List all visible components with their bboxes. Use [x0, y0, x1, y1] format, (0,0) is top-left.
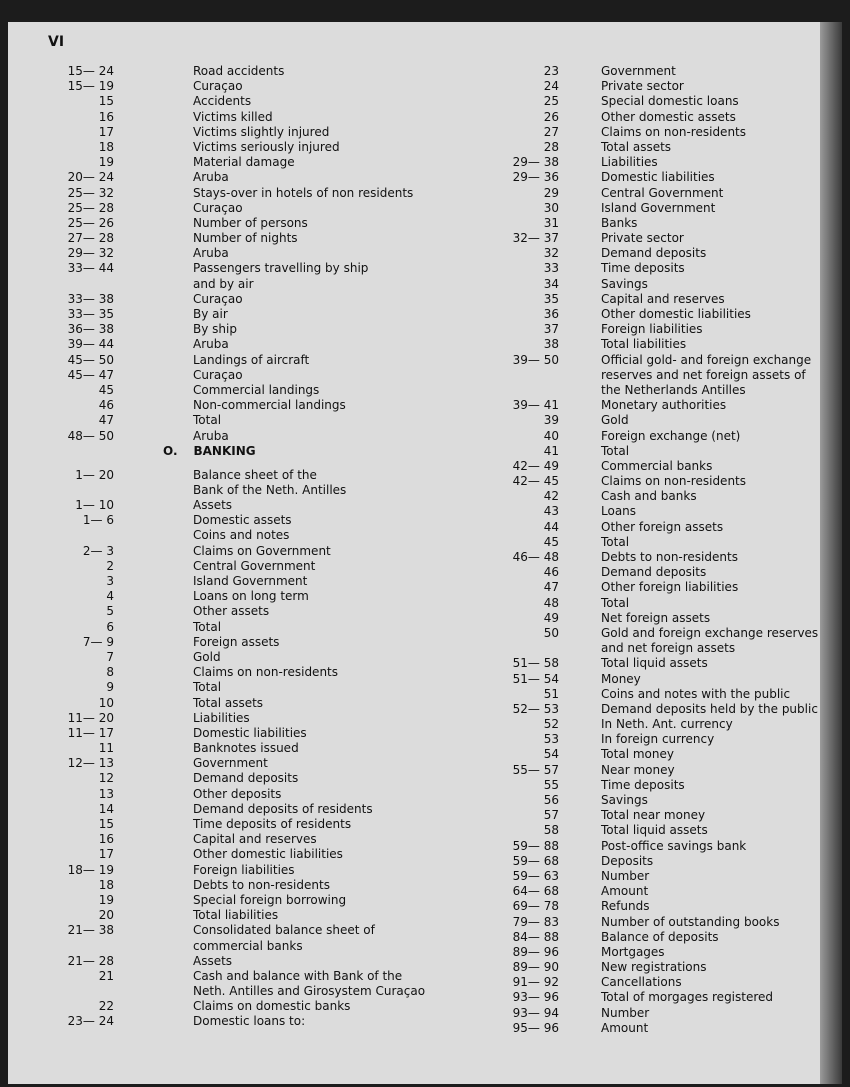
entry-label: Aruba	[193, 428, 229, 443]
entry-label: Demand deposits	[193, 771, 299, 786]
entry-label: Cash and banks	[601, 489, 697, 504]
table-number-range: 42	[543, 489, 559, 504]
entry-label: In foreign currency	[601, 732, 715, 747]
table-number-range: 51— 54	[512, 671, 559, 686]
table-number-range: 11— 17	[67, 725, 114, 740]
entry-label: Aruba	[193, 170, 229, 185]
table-number-range: 89— 90	[512, 960, 559, 975]
table-number-range: 4	[106, 589, 114, 604]
entry-label: Private sector	[601, 231, 684, 246]
entry-label: the Netherlands Antilles	[601, 382, 746, 397]
table-number-range: 11— 20	[67, 710, 114, 725]
table-number-range: 50	[543, 625, 559, 640]
table-number-range: 69— 78	[512, 899, 559, 914]
entry-label: Banks	[601, 215, 638, 230]
entry-label: Total liquid assets	[601, 656, 708, 671]
entry-label: Total liabilities	[601, 337, 687, 352]
entry-label: Other domestic assets	[601, 109, 736, 124]
table-number-range: 64— 68	[512, 884, 559, 899]
entry-label: Material damage	[193, 155, 295, 170]
table-number-range: 11	[98, 741, 114, 756]
table-number-range: 17	[98, 124, 114, 139]
entry-label: Claims on non-residents	[601, 474, 747, 489]
table-number-range: 91— 92	[512, 975, 559, 990]
table-number-range: 47	[98, 413, 114, 428]
entry-label: Total assets	[601, 139, 672, 154]
entry-label: Consolidated balance sheet of	[193, 923, 375, 938]
entry-label: Total	[601, 534, 630, 549]
entry-label: Government	[193, 756, 268, 771]
entry-label: Refunds	[601, 899, 650, 914]
table-number-range: 16	[98, 109, 114, 124]
table-number-range: 46	[98, 398, 114, 413]
entry-label: Private sector	[601, 79, 684, 94]
table-number-range: 56	[543, 793, 559, 807]
entry-label: New registrations	[601, 960, 707, 975]
entry-label: Money	[601, 671, 641, 686]
table-number-range: 28	[543, 139, 559, 154]
entry-label: Island Government	[601, 200, 716, 215]
table-number-range: 54	[543, 747, 559, 762]
entry-label: and by air	[193, 276, 254, 291]
table-number-range: 15	[98, 94, 114, 109]
entry-label: Victims slightly injured	[193, 124, 330, 139]
table-number-range: 22	[98, 999, 114, 1014]
entry-label: Aruba	[193, 337, 229, 352]
entry-label: Passengers travelling by ship	[193, 261, 369, 276]
entry-label: Assets	[193, 953, 233, 968]
entry-label: Aruba	[193, 246, 229, 261]
table-number-range: 42— 49	[512, 458, 559, 473]
entry-label: Demand deposits of residents	[193, 801, 373, 816]
entry-label: Stays-over in hotels of non residents	[193, 185, 414, 200]
table-number-range: 21— 38	[67, 923, 114, 938]
entry-label: Loans on long term	[193, 589, 309, 604]
table-number-range: 47	[543, 580, 559, 595]
section-heading	[163, 444, 256, 459]
table-number-range: 27	[543, 124, 559, 139]
table-number-range: 59— 68	[512, 853, 559, 868]
table-number-range: 45— 50	[67, 352, 114, 367]
table-number-range: 29	[543, 185, 559, 200]
entry-label: Non-commercial landings	[193, 398, 346, 413]
entry-label: Number of nights	[193, 231, 298, 246]
entry-label: Savings	[601, 793, 648, 807]
table-number-range: 53	[543, 732, 559, 747]
entry-label: Number	[601, 1005, 650, 1020]
entry-label: Claims on domestic banks	[193, 999, 351, 1014]
entry-label: Number	[601, 868, 650, 883]
table-number-range: 2	[106, 558, 114, 573]
book-page	[8, 22, 820, 1084]
entry-label: Curaçao	[193, 291, 243, 306]
table-number-range: 46	[543, 565, 559, 580]
table-number-range: 18	[98, 877, 114, 892]
table-number-range: 46— 48	[512, 550, 559, 564]
page-edge	[820, 22, 842, 1084]
entry-label: and net foreign assets	[601, 641, 736, 656]
entry-label: Assets	[193, 498, 233, 513]
entry-label: Total liquid assets	[601, 823, 708, 838]
entry-label: Total assets	[193, 695, 264, 710]
entry-label: Time deposits	[601, 777, 685, 792]
entry-label: Balance of deposits	[601, 929, 719, 944]
entry-label: Mortgages	[601, 944, 665, 959]
entry-label: Number of outstanding books	[601, 914, 780, 929]
table-number-range: 33— 35	[67, 307, 114, 321]
table-number-range: 34	[543, 276, 559, 291]
table-number-range: 45	[543, 534, 559, 549]
entry-label: Special domestic loans	[601, 94, 739, 109]
entry-label: Amount	[601, 1020, 649, 1035]
table-number-range: 5	[106, 604, 114, 619]
entry-label: Total	[601, 595, 630, 610]
entry-label: Total of morgages registered	[601, 990, 774, 1005]
entry-label: Foreign liabilities	[193, 862, 295, 877]
entry-label: Victims seriously injured	[193, 139, 340, 154]
entry-label: Island Government	[193, 574, 308, 588]
entry-label: commercial banks	[193, 938, 303, 953]
entry-label: Other domestic liabilities	[193, 847, 343, 862]
table-number-range: 20	[98, 908, 114, 923]
table-number-range: 59— 63	[512, 868, 559, 883]
table-number-range: 24	[543, 79, 559, 94]
table-number-range: 25— 28	[67, 200, 114, 215]
table-number-range: 36	[543, 307, 559, 321]
table-number-range: 20— 24	[67, 170, 114, 185]
table-number-range: 89— 96	[512, 944, 559, 959]
entry-label: Total	[193, 619, 222, 634]
table-number-range: 52— 53	[512, 701, 559, 716]
table-number-range: 18— 19	[67, 862, 114, 877]
table-number-range: 32— 37	[512, 231, 559, 246]
entry-label: Accidents	[193, 94, 252, 109]
table-number-range: 8	[106, 665, 114, 680]
table-number-range: 55— 57	[512, 762, 559, 777]
entry-label: Monetary authorities	[601, 398, 727, 413]
table-number-range: 12	[98, 771, 114, 786]
entry-label: Special foreign borrowing	[193, 892, 347, 907]
table-number-range: 9	[106, 680, 114, 695]
entry-label: Near money	[601, 762, 675, 777]
table-number-range: 23— 24	[67, 1014, 114, 1029]
entry-label: Bank of the Neth. Antilles	[193, 482, 347, 497]
entry-label: Demand deposits	[601, 565, 707, 580]
entry-label: Banknotes issued	[193, 741, 299, 756]
table-number-range: 19	[98, 155, 114, 170]
entry-label: Road accidents	[193, 64, 285, 78]
table-number-range: 44	[543, 519, 559, 534]
table-number-range: 51	[543, 686, 559, 701]
entry-label: reserves and net foreign assets of	[601, 367, 806, 382]
table-number-range: 51— 58	[512, 656, 559, 671]
table-number-range: 31	[543, 215, 559, 230]
table-number-range: 33	[543, 261, 559, 276]
table-number-range: 39	[543, 413, 559, 428]
table-number-range: 40	[543, 428, 559, 443]
table-number-range: 1— 20	[75, 467, 114, 482]
section-letter: O.	[163, 443, 178, 458]
table-number-range: 15— 24	[67, 64, 114, 78]
table-number-range: 7— 9	[82, 634, 114, 649]
entry-label: Total liabilities	[193, 908, 279, 923]
entry-label: Loans	[601, 504, 637, 519]
entry-label: Neth. Antilles and Girosystem Curaçao	[193, 984, 426, 999]
entry-label: Number of persons	[193, 215, 308, 230]
entry-label: Claims on non-residents	[193, 665, 339, 680]
table-number-range: 29— 36	[512, 170, 559, 185]
entry-label: Central Government	[601, 185, 724, 200]
entry-label: Domestic assets	[193, 513, 292, 528]
table-number-range: 14	[98, 801, 114, 816]
table-number-range: 55	[543, 777, 559, 792]
table-number-range: 95— 96	[512, 1020, 559, 1035]
entry-label: Total	[193, 680, 222, 695]
entry-label: Claims on non-residents	[601, 124, 747, 139]
entry-label: Total near money	[601, 808, 706, 823]
entry-label: Foreign exchange (net)	[601, 428, 741, 443]
entry-label: Other assets	[193, 604, 270, 619]
table-number-range: 57	[543, 808, 559, 823]
entry-label: Victims killed	[193, 109, 273, 124]
entry-label: Other deposits	[193, 786, 282, 801]
table-number-range: 19	[98, 892, 114, 907]
entry-label: Savings	[601, 276, 648, 291]
table-number-range: 43	[543, 504, 559, 519]
table-number-range: 25	[543, 94, 559, 109]
entry-label: Gold and foreign exchange reserves	[601, 625, 819, 640]
entry-label: Other foreign liabilities	[601, 580, 739, 595]
table-number-range: 25— 32	[67, 185, 114, 200]
entry-label: Demand deposits held by the public	[601, 701, 818, 716]
entry-label: By air	[193, 307, 228, 321]
table-number-range: 13	[98, 786, 114, 801]
table-number-range: 84— 88	[512, 929, 559, 944]
entry-label: Time deposits of residents	[193, 817, 352, 831]
table-number-range: 10	[98, 695, 114, 710]
table-number-range: 17	[98, 847, 114, 862]
table-number-range: 35	[543, 291, 559, 306]
table-number-range: 7	[106, 649, 114, 664]
table-number-range: 1— 10	[75, 498, 114, 513]
entry-label: Demand deposits	[601, 246, 707, 261]
table-number-range: 93— 96	[512, 990, 559, 1005]
table-number-range: 33— 44	[67, 261, 114, 276]
entry-label: Deposits	[601, 853, 654, 868]
table-number-range: 33— 38	[67, 291, 114, 306]
table-number-range: 37	[543, 322, 559, 337]
table-number-range: 32	[543, 246, 559, 261]
entry-label: Government	[601, 64, 676, 78]
entry-label: Domestic liabilities	[193, 725, 307, 740]
table-number-range: 21	[98, 968, 114, 983]
entry-label: Liabilities	[193, 710, 250, 725]
table-number-range: 23	[543, 64, 559, 78]
entry-label: Gold	[193, 649, 221, 664]
table-number-range: 93— 94	[512, 1005, 559, 1020]
table-number-range: 49	[543, 610, 559, 625]
table-number-range: 36— 38	[67, 322, 114, 337]
table-number-range: 2— 3	[82, 543, 114, 558]
table-number-range: 18	[98, 139, 114, 154]
table-number-range: 42— 45	[512, 474, 559, 489]
table-number-range: 38	[543, 337, 559, 352]
entry-label: Landings of aircraft	[193, 352, 310, 367]
entry-label: Debts to non-residents	[601, 550, 738, 564]
entry-label: In Neth. Ant. currency	[601, 717, 733, 732]
table-number-range: 48	[543, 595, 559, 610]
entry-label: By ship	[193, 322, 237, 337]
table-number-range: 12— 13	[67, 756, 114, 771]
entry-label: Other domestic liabilities	[601, 307, 751, 321]
entry-label: Gold	[601, 413, 629, 428]
table-number-range: 1— 6	[82, 513, 114, 528]
table-number-range: 39— 44	[67, 337, 114, 352]
entry-label: Coins and notes with the public	[601, 686, 791, 701]
table-number-range: 52	[543, 717, 559, 732]
entry-label: Commercial banks	[601, 458, 713, 473]
entry-label: Claims on Government	[193, 543, 331, 558]
table-number-range: 21— 28	[67, 953, 114, 968]
entry-label: Net foreign assets	[601, 610, 711, 625]
table-number-range: 48— 50	[67, 428, 114, 443]
entry-label: Liabilities	[601, 155, 658, 170]
entry-label: Total	[601, 443, 630, 458]
table-number-range: 16	[98, 832, 114, 847]
entry-label: Foreign liabilities	[601, 322, 703, 337]
table-number-range: 27— 28	[67, 231, 114, 246]
entry-label: Foreign assets	[193, 634, 280, 649]
entry-label: Curaçao	[193, 367, 243, 382]
entry-label: Capital and reserves	[601, 291, 725, 306]
section-title: BANKING	[193, 443, 256, 458]
entry-label: Cash and balance with Bank of the	[193, 968, 403, 983]
entry-label: Amount	[601, 884, 649, 899]
entry-label: Debts to non-residents	[193, 877, 330, 892]
entry-label: Domestic liabilities	[601, 170, 715, 185]
table-number-range: 59— 88	[512, 838, 559, 853]
entry-label: Commercial landings	[193, 382, 320, 397]
table-number-range: 15— 19	[67, 79, 114, 94]
table-number-range: 45— 47	[67, 367, 114, 382]
table-number-range: 39— 50	[512, 352, 559, 367]
table-number-range: 41	[543, 443, 559, 458]
entry-label: Total money	[601, 747, 674, 762]
entry-label: Capital and reserves	[193, 832, 317, 847]
page-number: VI	[48, 34, 65, 50]
table-number-range: 79— 83	[512, 914, 559, 929]
entry-label: Coins and notes	[193, 528, 290, 543]
entry-label: Total	[193, 413, 222, 428]
entry-label: Post-office savings bank	[601, 838, 747, 853]
table-number-range: 25— 26	[67, 215, 114, 230]
table-number-range: 6	[106, 619, 114, 634]
table-number-range: 39— 41	[512, 398, 559, 413]
entry-label: Curaçao	[193, 79, 243, 94]
table-number-range: 30	[543, 200, 559, 215]
table-number-range: 26	[543, 109, 559, 124]
entry-label: Cancellations	[601, 975, 682, 990]
table-number-range: 29— 38	[512, 155, 559, 170]
table-number-range: 3	[106, 574, 114, 588]
table-number-range: 29— 32	[67, 246, 114, 261]
entry-label: Central Government	[193, 558, 316, 573]
entry-label: Time deposits	[601, 261, 685, 276]
entry-label: Curaçao	[193, 200, 243, 215]
entry-label: Other foreign assets	[601, 519, 724, 534]
entry-label: Official gold- and foreign exchange	[601, 352, 812, 367]
entry-label: Domestic loans to:	[193, 1014, 306, 1029]
table-number-range: 45	[98, 382, 114, 397]
entry-label: Balance sheet of the	[193, 467, 317, 482]
table-number-range: 15	[98, 817, 114, 831]
table-number-range: 58	[543, 823, 559, 838]
